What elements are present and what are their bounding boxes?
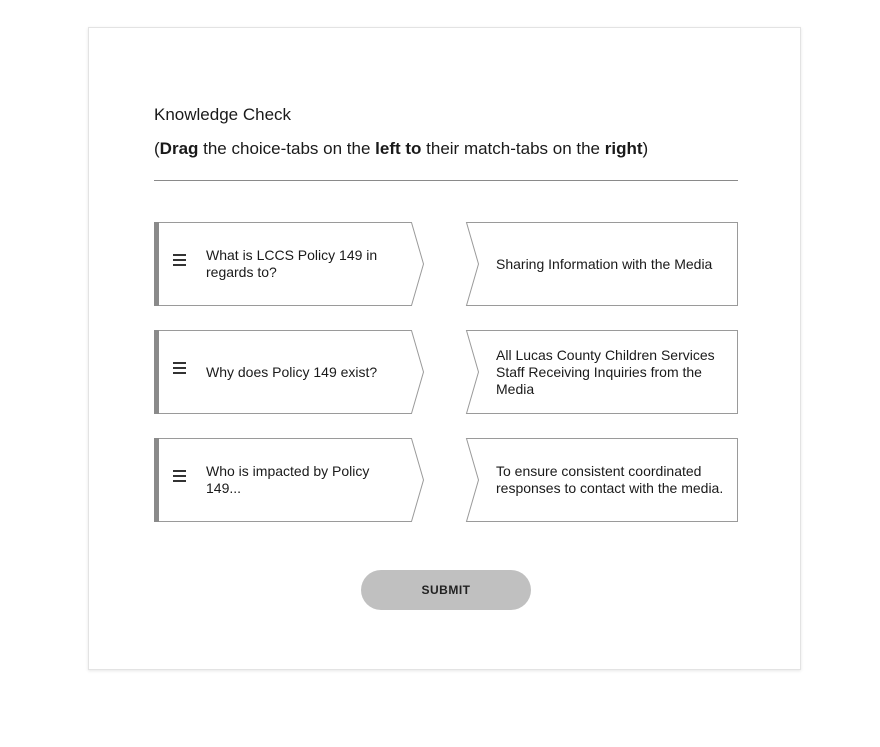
match-label: To ensure consistent coordinated responses to contact with the media. bbox=[496, 463, 724, 496]
match-tab-2[interactable] bbox=[466, 330, 738, 414]
menu-icon[interactable] bbox=[173, 362, 187, 376]
choice-tab-3[interactable] bbox=[154, 438, 426, 522]
menu-icon[interactable] bbox=[173, 470, 187, 484]
match-label: All Lucas County Children Services Staff Receiving Inquiries from the Media bbox=[496, 346, 715, 397]
match-label: Sharing Information with the Media bbox=[496, 255, 713, 272]
match-tab-1[interactable] bbox=[466, 222, 738, 306]
instruction-left-to: left to bbox=[375, 139, 422, 158]
divider bbox=[154, 180, 738, 181]
drag-grip[interactable] bbox=[154, 438, 159, 522]
choice-label: Why does Policy 149 exist? bbox=[206, 363, 378, 380]
menu-icon[interactable] bbox=[173, 254, 187, 268]
knowledge-check-card bbox=[88, 27, 801, 670]
submit-button[interactable]: SUBMIT bbox=[361, 570, 531, 610]
choice-tab-2[interactable] bbox=[154, 330, 426, 414]
match-tab-3[interactable] bbox=[466, 438, 738, 522]
instruction-text-2: their match-tabs on the bbox=[421, 139, 605, 158]
page-title: Knowledge Check bbox=[154, 105, 292, 124]
instruction-text bbox=[154, 139, 648, 159]
choice-tab-1[interactable] bbox=[154, 222, 426, 306]
choice-label: Who is impacted by Policy 149... bbox=[206, 463, 370, 496]
instruction-open-paren: ( bbox=[154, 139, 160, 158]
drag-grip[interactable] bbox=[154, 222, 159, 306]
drag-grip[interactable] bbox=[154, 330, 159, 414]
instruction-right: right bbox=[604, 139, 643, 158]
choice-label: What is LCCS Policy 149 in regards to? bbox=[206, 247, 378, 280]
instruction-drag: Drag bbox=[159, 139, 199, 158]
instruction-text-1: the choice-tabs on the bbox=[198, 139, 376, 158]
instruction-close-paren: ) bbox=[642, 139, 649, 158]
